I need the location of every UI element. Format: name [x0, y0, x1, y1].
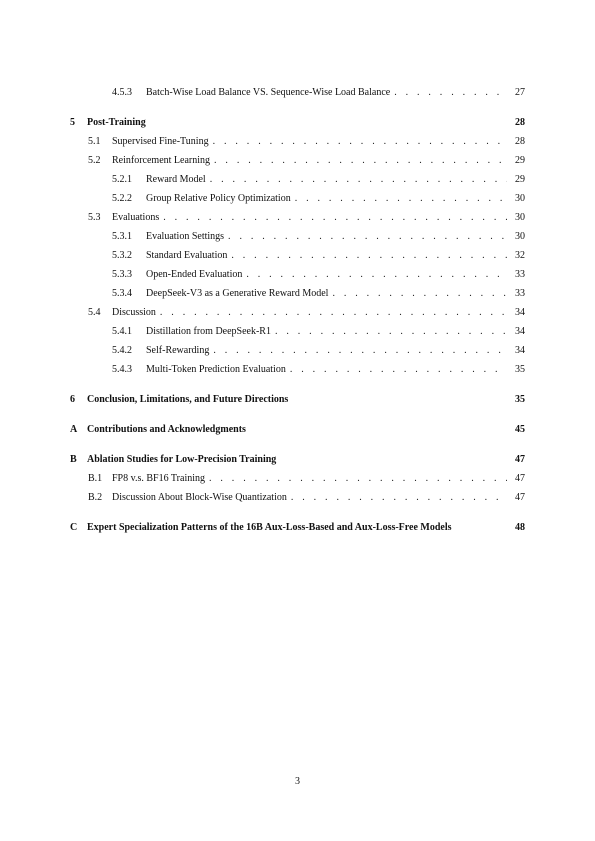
toc-entry-number: 5.4 [88, 307, 101, 318]
toc-entry[interactable] [70, 287, 525, 306]
toc-chapter[interactable] [70, 453, 525, 472]
toc-leader-dots [160, 306, 507, 319]
toc-entry-number: 5.3 [88, 212, 101, 223]
toc-entry-page: 33 [515, 269, 525, 280]
toc-chapter-page: 48 [515, 522, 525, 533]
toc-entry[interactable] [70, 268, 525, 287]
toc-entry[interactable] [70, 249, 525, 268]
toc-entry-number: 5.4.1 [112, 326, 132, 337]
table-of-contents [70, 86, 525, 540]
toc-entry-page: 34 [515, 307, 525, 318]
toc-entry-page: 30 [515, 231, 525, 242]
toc-entry[interactable] [70, 211, 525, 230]
toc-entry[interactable] [70, 306, 525, 325]
toc-leader-dots [210, 173, 507, 186]
toc-leader-dots [228, 230, 507, 243]
toc-chapter-title: Post-Training [87, 117, 146, 128]
toc-entry-page: 29 [515, 174, 525, 185]
toc-chapter-number: C [70, 522, 78, 533]
toc-entry-number: 5.3.1 [112, 231, 132, 242]
toc-chapter-title: Ablation Studies for Low-Precision Training [87, 454, 277, 465]
toc-entry[interactable] [70, 135, 525, 154]
toc-entry-page: 47 [515, 492, 525, 503]
toc-entry-page: 33 [515, 288, 525, 299]
toc-entry-page: 29 [515, 155, 525, 166]
toc-chapter-page: 45 [515, 424, 525, 435]
toc-entry-page: 34 [515, 326, 525, 337]
toc-leader-dots [275, 325, 507, 338]
toc-chapter-number: B [70, 454, 77, 465]
toc-entry-number: 5.2.1 [112, 174, 132, 185]
toc-chapter-number: A [70, 424, 78, 435]
toc-entry[interactable] [70, 173, 525, 192]
toc-leader-dots [231, 249, 507, 262]
toc-entry-number: 5.1 [88, 136, 101, 147]
toc-entry[interactable] [70, 344, 525, 363]
toc-entry-title: DeepSeek-V3 as a Generative Reward Model [146, 288, 329, 299]
toc-chapter-number: 5 [70, 117, 75, 128]
toc-entry-number: 5.3.2 [112, 250, 132, 261]
toc-chapter-page: 35 [515, 394, 525, 405]
toc-entry-page: 32 [515, 250, 525, 261]
toc-leader-dots [246, 268, 507, 281]
toc-entry-number: 5.3.3 [112, 269, 132, 280]
toc-leader-dots [290, 363, 507, 376]
toc-entry[interactable] [70, 230, 525, 249]
toc-entry-title: Reinforcement Learning [112, 155, 211, 166]
toc-entry-number: 5.2 [88, 155, 101, 166]
toc-leader-dots [214, 154, 507, 167]
toc-entry[interactable] [70, 363, 525, 382]
toc-entry-number: 5.4.3 [112, 364, 132, 375]
toc-chapter[interactable] [70, 116, 525, 135]
toc-entry-title: Standard Evaluation [146, 250, 228, 261]
toc-entry-title: Evaluation Settings [146, 231, 225, 242]
toc-entry-title: Supervised Fine-Tuning [112, 136, 209, 147]
toc-entry-number: 4.5.3 [112, 87, 132, 98]
toc-entry-number: 5.2.2 [112, 193, 132, 204]
page-number: 3 [295, 776, 300, 787]
toc-chapter-page: 47 [515, 454, 525, 465]
toc-leader-dots [332, 287, 507, 300]
toc-leader-dots [394, 86, 507, 99]
toc-entry[interactable] [70, 192, 525, 211]
toc-chapter-title: Contributions and Acknowledgments [87, 424, 246, 435]
toc-chapter-title: Expert Specialization Patterns of the 16B Aux-Loss-Based and Aux-Loss-Free Models [87, 522, 452, 533]
toc-leader-dots [163, 211, 507, 224]
toc-entry-title: Open-Ended Evaluation [146, 269, 243, 280]
toc-entry-title: Discussion About Block-Wise Quantization [112, 492, 287, 503]
toc-chapter[interactable] [70, 521, 525, 540]
toc-leader-dots [291, 491, 507, 504]
toc-chapter[interactable] [70, 423, 525, 442]
toc-entry-number: B.1 [88, 473, 103, 484]
toc-entry[interactable] [70, 491, 525, 510]
toc-entry-page: 30 [515, 193, 525, 204]
toc-leader-dots [213, 344, 507, 357]
toc-entry-page: 27 [515, 87, 525, 98]
toc-entry-page: 34 [515, 345, 525, 356]
toc-chapter-number: 6 [70, 394, 75, 405]
toc-entry-title: Distillation from DeepSeek-R1 [146, 326, 271, 337]
toc-chapter-page: 28 [515, 117, 525, 128]
toc-leader-dots [209, 472, 507, 485]
toc-leader-dots [295, 192, 507, 205]
toc-chapter-title: Conclusion, Limitations, and Future Directions [87, 394, 289, 405]
toc-entry-number: B.2 [88, 492, 103, 503]
toc-entry-number: 5.3.4 [112, 288, 132, 299]
toc-entry-title: Group Relative Policy Optimization [146, 193, 291, 204]
toc-entry[interactable] [70, 472, 525, 491]
toc-entry-title: Batch-Wise Load Balance VS. Sequence-Wise Load Balance [146, 87, 391, 98]
toc-entry-title: Reward Model [146, 174, 206, 185]
toc-entry-title: FP8 v.s. BF16 Training [112, 473, 205, 484]
toc-entry-page: 47 [515, 473, 525, 484]
toc-entry-page: 35 [515, 364, 525, 375]
toc-entry-page: 30 [515, 212, 525, 223]
toc-entry-title: Multi-Token Prediction Evaluation [146, 364, 286, 375]
toc-entry[interactable] [70, 86, 525, 105]
toc-entry[interactable] [70, 325, 525, 344]
toc-leader-dots [213, 135, 507, 148]
toc-entry-number: 5.4.2 [112, 345, 132, 356]
toc-entry[interactable] [70, 154, 525, 173]
toc-entry-title: Discussion [112, 307, 156, 318]
toc-entry-title: Evaluations [112, 212, 160, 223]
toc-chapter[interactable] [70, 393, 525, 412]
toc-entry-page: 28 [515, 136, 525, 147]
toc-entry-title: Self-Rewarding [146, 345, 210, 356]
